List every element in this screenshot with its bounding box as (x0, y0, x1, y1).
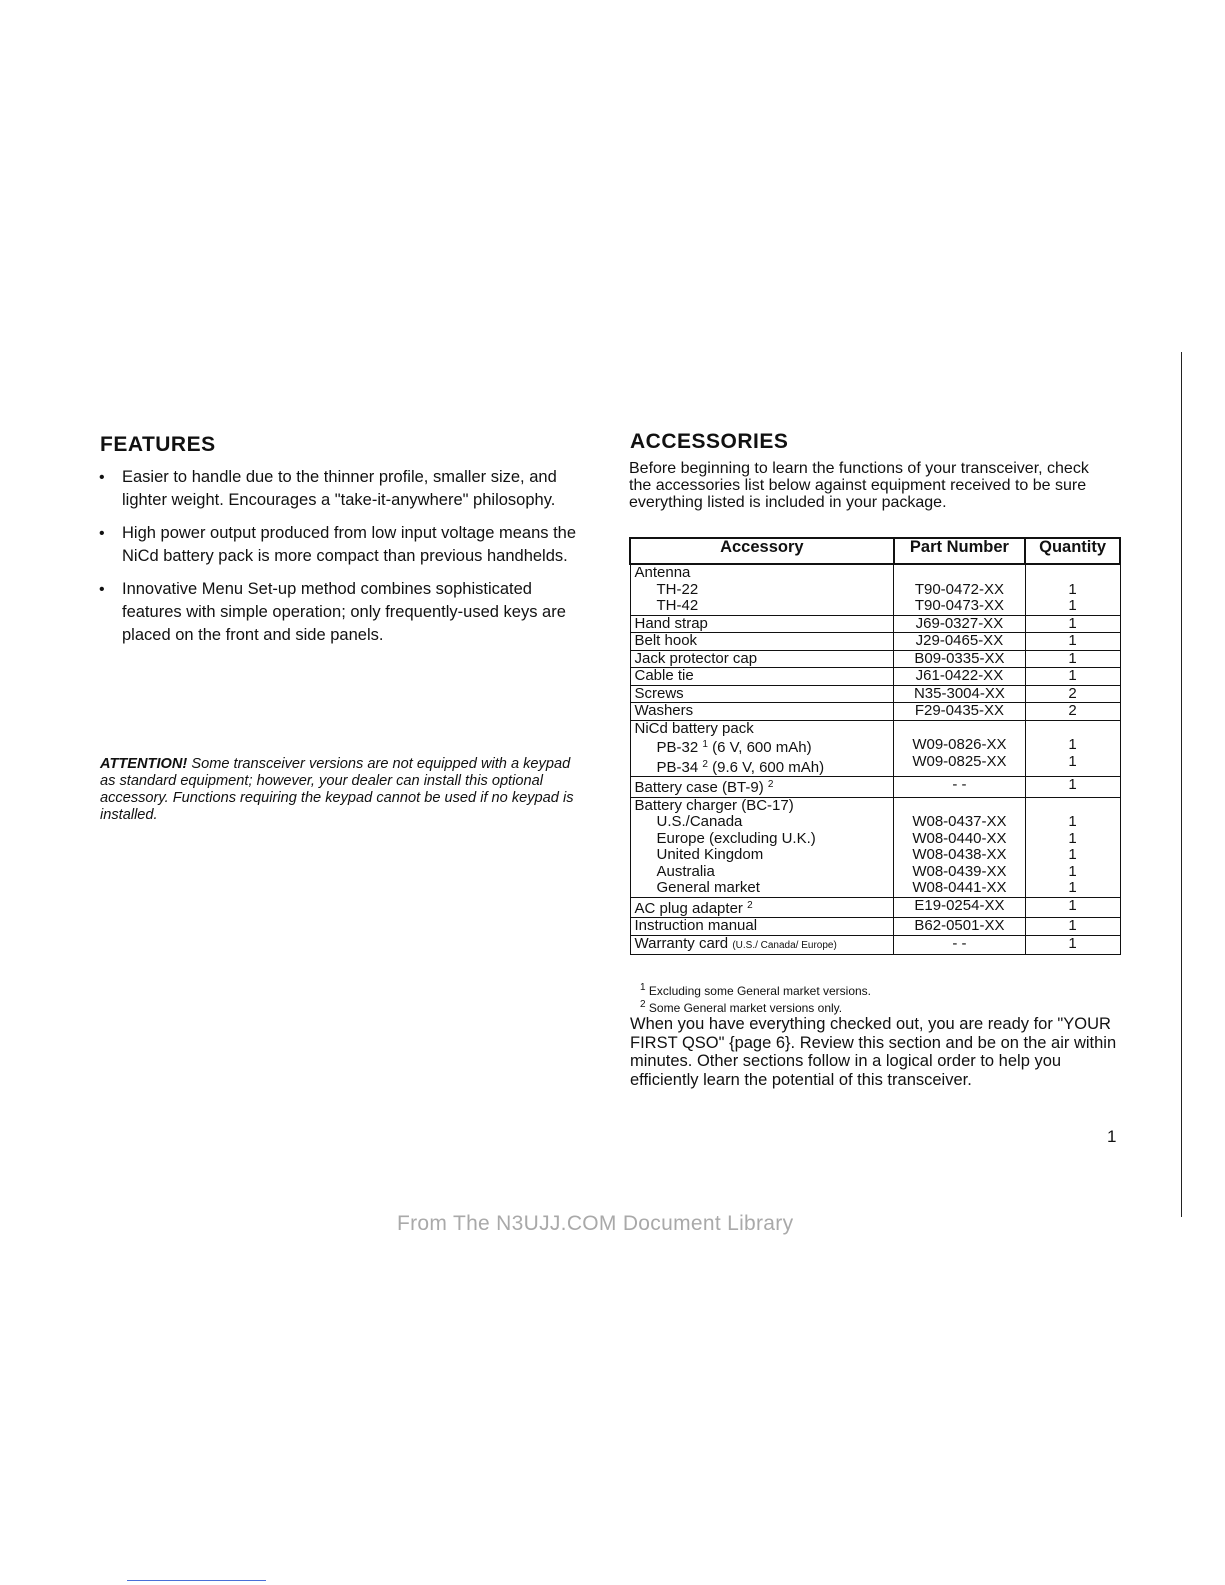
part-number: W08-0440-XX (912, 829, 1007, 847)
part-number: W08-0438-XX (912, 846, 1007, 863)
bullet-icon: • (99, 469, 105, 486)
item-name: PB-32 $^1$ (6 V, 600 mAh) (656, 739, 812, 756)
table-row (630, 668, 1120, 686)
group-label: Antenna (634, 564, 691, 581)
footnote: $^1$ Excluding some General market versions. (640, 982, 871, 998)
accessory-cell: Hand strap (630, 615, 894, 633)
part-number: T90-0473-XX (914, 597, 1005, 614)
library-watermark: From The N3UJJ.COM Document Library (397, 1212, 794, 1235)
part-number-cell (894, 564, 1025, 615)
table-row (630, 615, 1120, 633)
part-number-cell: N35-3004-XX (894, 685, 1025, 703)
feature-text: Easier to handle due to the thinner profile, smaller size, and lighter weight. Encourages a "take-it-anywhere" philosophy. (122, 468, 557, 509)
accessories-intro: Before beginning to learn the functions of your transceiver, check the accessories list below against equipment received to be sure everything listed is included in your package. (629, 460, 1089, 511)
part-number-cell: B09-0335-XX (894, 650, 1025, 668)
accessory-cell: Battery case (BT-9) $^2$ (630, 777, 894, 798)
bullet-icon: • (99, 525, 105, 542)
quantity-cell: 2 (1025, 703, 1120, 721)
quantity: 1 (1068, 752, 1077, 770)
table-row (630, 720, 1120, 777)
feature-item (98, 522, 583, 568)
part-number-cell: J29-0465-XX (894, 633, 1025, 651)
link-underline (127, 1580, 266, 1581)
quantity-cell: 1 (1025, 935, 1120, 955)
quantity-cell: 1 (1025, 668, 1120, 686)
closing-paragraph: When you have everything checked out, you are ready for "YOUR FIRST QSO" {page 6}. Review this section and be on the air within minutes. Other sections follow in a logical order to help you efficiently learn the potential of this transceiver. (630, 1015, 1117, 1089)
column-header: Part Number (894, 538, 1025, 564)
table-row (630, 797, 1120, 897)
table-row (630, 633, 1120, 651)
part-number: W08-0441-XX (912, 879, 1007, 896)
feature-item (98, 466, 583, 512)
quantity-cell: 2 (1025, 685, 1120, 703)
item-name: United Kingdom (656, 846, 764, 863)
group-label: NiCd battery pack (634, 719, 754, 737)
accessory-cell (630, 797, 894, 897)
table-row (630, 777, 1120, 798)
accessory-cell (630, 564, 894, 615)
accessory-cell: Instruction manual (630, 918, 894, 936)
accessory-cell: Belt hook (630, 633, 894, 651)
part-number-cell (894, 797, 1025, 897)
part-number-cell: - - (894, 935, 1025, 955)
part-number-cell: J69-0327-XX (894, 615, 1025, 633)
quantity-cell: 1 (1025, 918, 1120, 936)
quantity: 1 (1068, 862, 1077, 880)
item-name: TH-22 (656, 580, 699, 598)
accessories-heading: ACCESSORIES (630, 430, 789, 453)
attention-note (100, 756, 580, 824)
accessories-table (629, 537, 1121, 955)
part-number-cell: J61-0422-XX (894, 668, 1025, 686)
attention-label: ATTENTION! (100, 756, 188, 772)
quantity-cell (1025, 564, 1120, 615)
table-row (630, 650, 1120, 668)
feature-text: Innovative Menu Set-up method combines sophisticated features with simple operation; only frequently-used keys are placed on the front and side panels. (122, 580, 566, 644)
table-row (630, 897, 1120, 918)
feature-item (98, 578, 583, 647)
part-number: W09-0825-XX (912, 752, 1007, 770)
item-name: TH-42 (656, 597, 699, 614)
quantity-cell: 1 (1025, 650, 1120, 668)
quantity: 1 (1068, 597, 1077, 614)
item-name: Europe (excluding U.K.) (656, 829, 816, 847)
quantity: 1 (1068, 879, 1077, 896)
quantity-cell (1025, 720, 1120, 777)
accessory-cell: Cable tie (630, 668, 894, 686)
quantity-cell: 1 (1025, 615, 1120, 633)
part-number: W08-0439-XX (912, 862, 1007, 880)
column-header: Accessory (630, 538, 894, 564)
attention-text: Some transceiver versions are not equipped with a keypad as standard equipment; however, your dealer can install this optional accessory. Functions requiring the keypad cannot be used if no keypad is installed. (100, 756, 574, 823)
quantity-cell: 1 (1025, 777, 1120, 798)
accessory-cell: Screws (630, 685, 894, 703)
group-label: Battery charger (BC-17) (634, 796, 794, 814)
quantity-cell: 1 (1025, 897, 1120, 918)
quantity: 1 (1068, 813, 1077, 830)
accessory-cell: Warranty card (U.S./ Canada/ Europe) (630, 935, 894, 955)
table-row (630, 935, 1120, 955)
table-row (630, 918, 1120, 936)
quantity: 1 (1068, 829, 1077, 847)
part-number: W08-0437-XX (912, 813, 1007, 830)
accessory-cell: Washers (630, 703, 894, 721)
accessory-cell (630, 720, 894, 777)
part-number: T90-0472-XX (914, 580, 1005, 598)
part-number-cell: F29-0435-XX (894, 703, 1025, 721)
item-name: General market (656, 879, 760, 896)
feature-text: High power output produced from low input voltage means the NiCd battery pack is more compact than previous handhelds. (122, 524, 577, 565)
quantity-cell (1025, 797, 1120, 897)
item-name: Australia (656, 862, 715, 880)
bullet-icon: • (99, 581, 105, 598)
table-row (630, 564, 1120, 615)
part-number: W09-0826-XX (912, 736, 1007, 753)
table-row (630, 703, 1120, 721)
footnote: $^2$ Some General market versions only. (640, 999, 843, 1015)
part-number-cell: - - (894, 777, 1025, 798)
item-name: U.S./Canada (656, 813, 743, 830)
item-name: PB-34 $^2$ (9.6 V, 600 mAh) (656, 758, 825, 776)
quantity: 1 (1068, 736, 1077, 753)
page-edge-rule (1181, 352, 1182, 1217)
accessory-cell: Jack protector cap (630, 650, 894, 668)
table-row (630, 685, 1120, 703)
accessory-cell: AC plug adapter $^2$ (630, 897, 894, 918)
quantity-cell: 1 (1025, 633, 1120, 651)
features-heading: FEATURES (100, 433, 216, 456)
page-number: 1 (1107, 1127, 1117, 1146)
quantity: 1 (1068, 846, 1077, 863)
part-number-cell: B62-0501-XX (894, 918, 1025, 936)
table-header-row (630, 538, 1120, 564)
features-list (98, 466, 583, 657)
part-number-cell (894, 720, 1025, 777)
column-header: Quantity (1025, 538, 1120, 564)
quantity: 1 (1068, 580, 1077, 598)
part-number-cell: E19-0254-XX (894, 897, 1025, 918)
